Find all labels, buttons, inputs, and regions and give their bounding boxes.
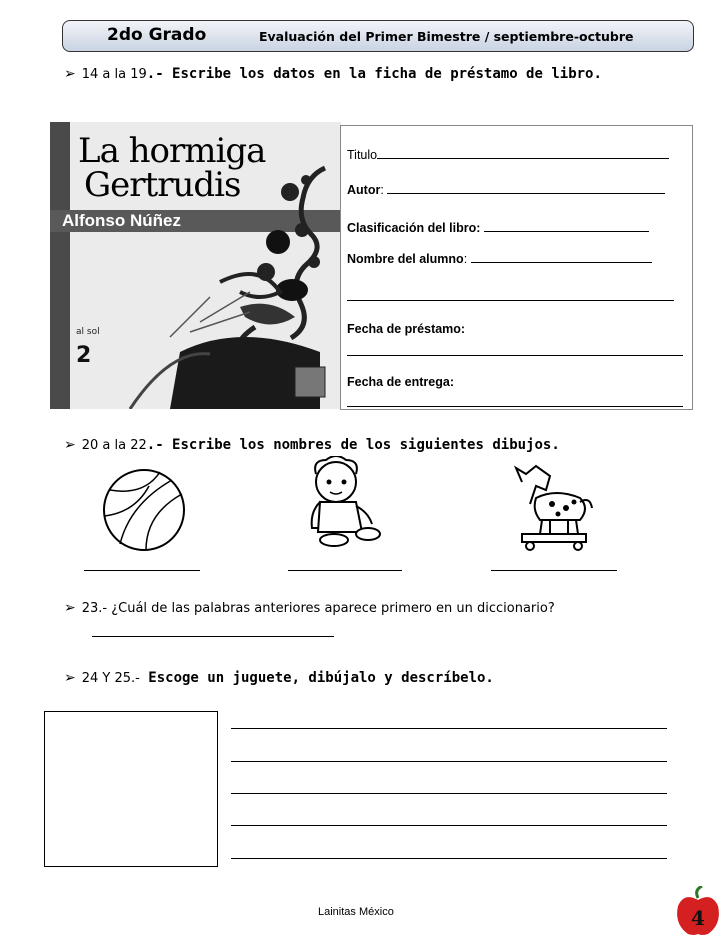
form-row-fecha-prestamo: Fecha de préstamo: [347, 322, 466, 336]
question-number: 24 Y 25.- [81, 671, 140, 686]
autor-answer-line[interactable] [387, 181, 665, 194]
form-row-titulo: Titulo [347, 146, 669, 162]
clasificacion-answer-line[interactable] [484, 219, 649, 232]
question-text: .- Escribe los nombres de los siguientes dibujos. [146, 437, 560, 453]
horse-answer-line[interactable] [491, 570, 617, 571]
question-14-19 [64, 66, 602, 82]
description-line-1[interactable] [231, 728, 667, 729]
ball-drawing [100, 466, 190, 556]
cover-spine [50, 122, 70, 409]
form-row-fecha-entrega: Fecha de entrega: [347, 375, 454, 389]
fecha-prestamo-answer-line[interactable] [347, 355, 683, 356]
question-24-25 [64, 670, 494, 686]
svg-text:2: 2 [76, 343, 92, 368]
question-23 [64, 600, 555, 616]
arrow-bullet-icon: ➢ [64, 670, 76, 686]
form-row-autor: Autor: [347, 181, 665, 197]
footer-credit: Lainitas México [318, 906, 394, 918]
book-author: Alfonso Núñez [62, 211, 181, 230]
description-line-2[interactable] [231, 761, 667, 762]
question-number: 20 a la 22 [81, 438, 147, 453]
apple-logo [676, 886, 720, 936]
question-23-answer-line[interactable] [92, 636, 334, 637]
question-text: Escoge un juguete, dibújalo y descríbelo. [139, 670, 494, 686]
fecha-entrega-answer-line[interactable] [347, 406, 683, 407]
question-text: .- Escribe los datos en la ficha de préstamo de libro. [146, 66, 602, 82]
titulo-answer-line[interactable] [377, 146, 669, 159]
toy-horse-drawing [508, 458, 594, 552]
description-line-5[interactable] [231, 858, 667, 859]
arrow-bullet-icon: ➢ [64, 66, 76, 82]
question-20-22 [64, 437, 560, 453]
page-number: 4 [691, 906, 705, 930]
alumno-answer-line[interactable] [471, 250, 652, 263]
form-row-clasificacion: Clasificación del libro: [347, 219, 649, 235]
book-loan-form [340, 125, 693, 410]
svg-text:al sol: al sol [76, 327, 100, 337]
doll-drawing [296, 456, 388, 552]
ant-illustration [70, 122, 341, 409]
question-text: 23.- ¿Cuál de las palabras anteriores aparece primero en un diccionario? [81, 601, 555, 616]
drawing-box[interactable] [44, 711, 218, 867]
header-banner [62, 20, 694, 52]
arrow-bullet-icon: ➢ [64, 600, 76, 616]
book-cover-image [50, 122, 341, 409]
grade-label: 2do Grado [107, 25, 207, 45]
form-row-alumno: Nombre del alumno: [347, 250, 652, 266]
ball-answer-line[interactable] [84, 570, 200, 571]
question-number: 14 a la 19 [81, 67, 147, 82]
doll-answer-line[interactable] [288, 570, 402, 571]
description-line-4[interactable] [231, 825, 667, 826]
exam-title: Evaluación del Primer Bimestre / septiembre-octubre [259, 29, 634, 44]
arrow-bullet-icon: ➢ [64, 437, 76, 453]
extra-answer-line[interactable] [347, 300, 674, 301]
description-line-3[interactable] [231, 793, 667, 794]
book-title: La hormiga Gertrudis [78, 131, 266, 205]
